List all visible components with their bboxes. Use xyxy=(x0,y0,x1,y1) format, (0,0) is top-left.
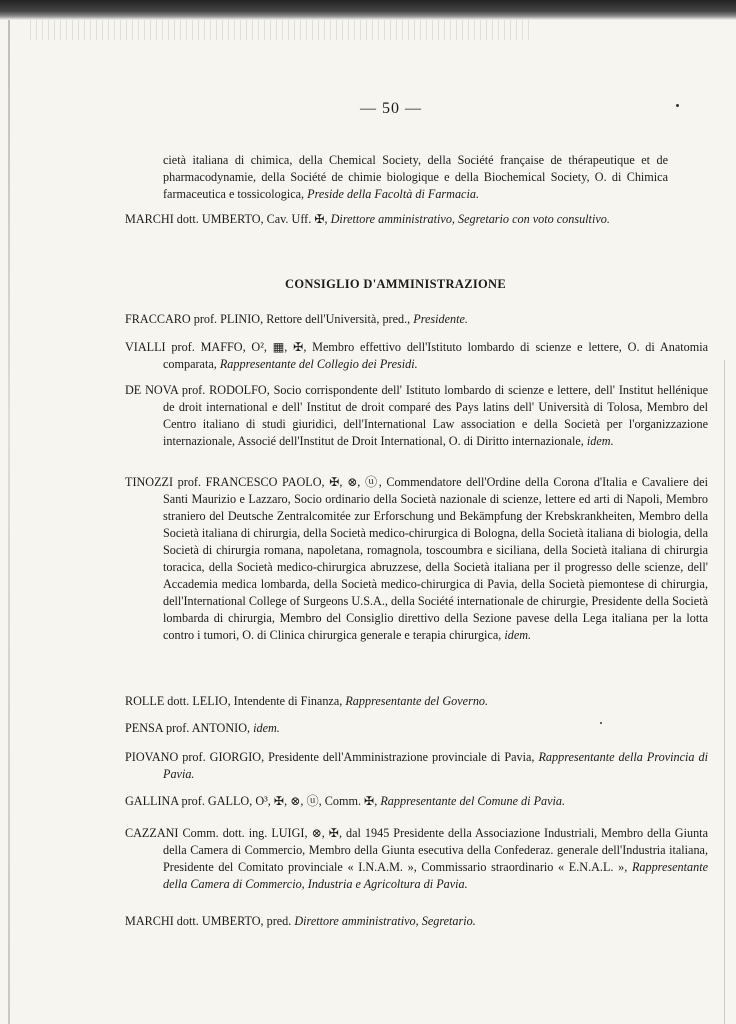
intro-paragraph xyxy=(163,152,668,203)
intro-text: cietà italiana di chimica, della Chemical Society, della Société française de thérapeutique et de pharmacodynamie, della Société de chimie biologique e della Biochemical Society, O. di Chimica farmaceutica e tossicologica, xyxy=(163,153,668,201)
entry-role: Rappresentante del Comune di Pavia. xyxy=(380,794,566,808)
entry-text: , Cav. Uff. ✠, xyxy=(260,212,331,226)
section-heading: CONSIGLIO D'AMMINISTRAZIONE xyxy=(285,277,506,291)
entry-role: idem. xyxy=(586,434,614,448)
member-entry xyxy=(125,474,708,644)
entry-text: , Socio corrispondente dell' Istituto lombardo di scienze e lettere, dell' Institut hellénique de droit international e dell' Institut de droit comparé des Pays latins dell' Università di Tolosa, Membro del Centro italiano di studi giuridici, dell'International Law association e della Società per l'organizzazione internazionale, Associé dell'Institut de Droit International, O. di Diritto internazionale, xyxy=(163,383,708,448)
scan-right-edge xyxy=(724,360,725,1024)
entry-role: Direttore amministrativo, Segretario con voto consultivo. xyxy=(330,212,610,226)
entry-text: , ⊗, ✠, dal 1945 Presidente della Associazione Industriali, Membro della Giunta della Camera di Commercio, Membro della Giunta esecutiva della Confederaz. generale dell'Industria italiana, Presidente del Comitato provinciale « I.N.A.M. », Commissario straordinario « E.N.A.L. », xyxy=(163,826,708,874)
intro-role: Preside della Facoltà di Farmacia. xyxy=(307,187,479,201)
member-entry xyxy=(125,311,708,328)
scan-noise xyxy=(30,20,530,40)
scan-left-edge xyxy=(8,20,10,1024)
entry-role: idem. xyxy=(253,721,280,735)
entry-role: Rappresentante del Governo. xyxy=(345,694,489,708)
member-entry xyxy=(125,749,708,783)
page-number: — 50 — xyxy=(360,100,422,117)
entry-name: CAZZANI Comm. dott. ing. LUIGI xyxy=(125,826,305,840)
entry-name: VIALLI prof. MAFFO xyxy=(125,340,243,354)
member-entry xyxy=(125,793,708,810)
entry-text: , O², ▦, ✠, Membro effettivo dell'Istituto lombardo di scienze e lettere, O. di Anatomia comparata, xyxy=(163,340,708,371)
scan-speck xyxy=(676,104,679,107)
member-entry xyxy=(125,720,708,737)
entry-role: idem. xyxy=(504,628,532,642)
member-entry xyxy=(125,825,708,893)
entry-role: Direttore amministrativo, Segretario. xyxy=(294,914,476,928)
entry-name: ROLLE dott. LELIO xyxy=(125,694,228,708)
entry-text: , ✠, ⊗, ⓤ, Commendatore dell'Ordine della Corona d'Italia e Cavaliere dei Santi Maurizio e Lazzaro, Socio ordinario della Società nazionale di scienze, lettere ed arti di Napoli, Membro straniero del Deutsche Zentralcomitée zur Erforschung und Bekämpfung der Krebskrankheiten, Membro della Società italiana di chirurgia, della Società medico-chirurgica di Bologna, della Società italiana di biologia, della Società di chirurgia romana, napoletana, romagnola, toscoumbra e siciliana, della Società italiana di chirurgia toracica, della Società medico-chirurgica abruzzese, della Società italiana per il progresso delle scienze, dell' Accademia medica lombarda, della Società medico-chirurgica di Pavia, della Società piemontese di chirurgia, dell'International College of Surgeons U.S.A., della Société internationale de chirurgie, Presidente della Società lombarda di chirurgia, Membro del Consiglio direttivo della Sezione pavese della Lega italiana per la lotta contro i tumori, O. di Clinica chirurgica generale e terapia chirurgica, xyxy=(163,475,708,642)
member-entry xyxy=(125,382,708,450)
entry-text: , pred. xyxy=(260,914,295,928)
entry-name: FRACCARO prof. PLINIO xyxy=(125,312,261,326)
entry-marchi-first xyxy=(125,211,708,228)
scan-top-edge xyxy=(0,0,736,20)
entry-text: , Intendente di Finanza, xyxy=(227,694,346,708)
entry-role: Rappresentante della Camera di Commercio, Industria e Agricoltura di Pavia. xyxy=(163,860,708,891)
member-entry xyxy=(125,693,708,710)
entry-name: PIOVANO prof. GIORGIO xyxy=(125,750,262,764)
entry-name: GALLINA prof. GALLO xyxy=(125,794,250,808)
entry-name: MARCHI dott. UMBERTO xyxy=(125,914,261,928)
entry-text: , Rettore dell'Università, pred., xyxy=(260,312,414,326)
member-entry xyxy=(125,913,708,930)
entry-text: , xyxy=(247,721,254,735)
entry-text: , Presidente dell'Amministrazione provinciale di Pavia, xyxy=(261,750,539,764)
entry-name: TINOZZI prof. FRANCESCO PAOLO xyxy=(125,475,322,489)
entry-name: MARCHI dott. UMBERTO xyxy=(125,212,261,226)
entry-role: Rappresentante del Collegio dei Presidi. xyxy=(219,357,418,371)
entry-text: , O³, ✠, ⊗, ⓤ, Comm. ✠, xyxy=(249,794,381,808)
entry-name: PENSA prof. ANTONIO xyxy=(125,721,247,735)
entry-role: Presidente. xyxy=(413,312,468,326)
entry-role: Rappresentante della Provincia di Pavia. xyxy=(163,750,709,781)
member-entry xyxy=(125,339,708,373)
entry-name: DE NOVA prof. RODOLFO xyxy=(125,383,267,397)
